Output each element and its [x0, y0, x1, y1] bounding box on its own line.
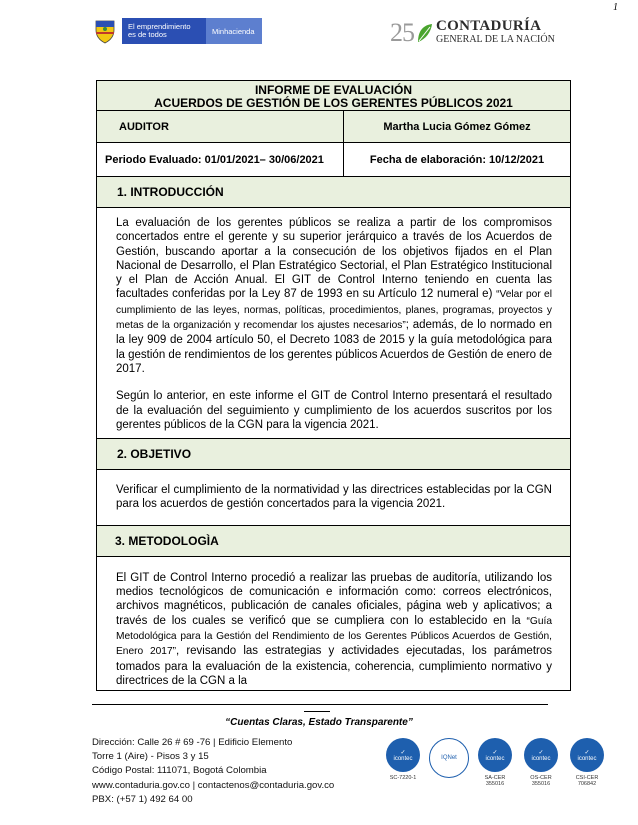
page-number: 1 — [613, 2, 618, 13]
footer-address — [92, 736, 334, 807]
methodology-paragraph — [116, 571, 552, 688]
cgn-logo-number: 25 — [390, 18, 414, 47]
section-title-objective: 2. OBJETIVO — [97, 439, 570, 470]
gov-logo-text: El emprendimiento es de todos — [122, 18, 206, 44]
coat-of-arms-icon — [92, 18, 118, 44]
certification-badge — [430, 738, 468, 798]
section-body-intro — [97, 208, 570, 439]
auditor-name: Martha Lucia Gómez Gómez — [383, 120, 531, 133]
iqnet-icon: IQNet — [429, 738, 469, 778]
objective-paragraph: Verificar el cumplimiento de la normatividad y las directrices establecidas por la CGN para los acuerdos de gestión concertados para la vigencia 2021. — [116, 484, 552, 511]
report-title-line2: ACUERDOS DE GESTIÓN DE LOS GERENTES PÚBLICOS 2021 — [154, 96, 513, 110]
cert-code: SC-7220-1 — [389, 775, 417, 781]
address-line-3: Código Postal: 111071, Bogotá Colombia — [92, 765, 267, 777]
auditor-row — [97, 111, 570, 143]
footer-slogan: “Cuentas Claras, Estado Transparente” — [225, 717, 413, 728]
address-line-2: Torre 1 (Aire) - Pisos 3 y 15 — [92, 751, 209, 763]
methodology-text-a: El GIT de Control Interno procedió a realizar las pruebas de auditoría, utilizando los medios tecnológicos de comunicación e información como: correos electrónicos, archivos magnéticos, publicación de canales oficiales, página web y aplicativos; a través de los cuales se verificó que se cumpliera con lo establecido en la — [116, 571, 552, 627]
section-title-methodology: 3. METODOLOGÌA — [97, 526, 570, 557]
address-line-4: www.contaduria.gov.co | contactenos@contaduria.gov.co — [92, 779, 335, 791]
icontec-icon: ✓ icontec — [386, 738, 420, 772]
intro-text-a: La evaluación de los gerentes públicos se realiza a partir de los compromisos concertados entre el gerente y su superior jerárquico a través de los Acuerdos de Gestión, buscando aportar a la consecución de los objetivos fijados en el Plan Nacional de Desarrollo, el Plan Estratégico Sectorial, el Plan Estratégico Institucional y el Plan de Acción Anual. El GIT de Control Interno teniendo en cuenta las facultades conferidas por la Ley 87 de 1993 en su Artículo 12 numeral e) — [116, 217, 552, 301]
cert-code: SA-CER 355016 — [484, 775, 506, 787]
footer-divider — [92, 704, 548, 705]
report-table — [96, 80, 571, 691]
certification-badge — [384, 738, 422, 798]
intro-quote: “Velar por el cumplimiento de las leyes, normas, políticas, procedimientos, planes, programas, proyectos y metas de la organización y recomendar los ajustes necesarios” — [116, 289, 552, 332]
certification-badge — [476, 738, 514, 798]
certification-badge — [568, 738, 606, 798]
cert-code: CSI-CER 706842 — [575, 775, 599, 787]
auditor-label: AUDITOR — [97, 111, 344, 142]
icontec-icon: ✓ icontec — [570, 738, 604, 772]
icontec-icon: ✓ icontec — [478, 738, 512, 772]
cgn-logo — [390, 18, 555, 48]
certification-badges — [384, 738, 606, 798]
methodology-quote: “Guía Metodológica para la Gestión del Rendimiento de los Gerentes Públicos Acuerdos de Gestión, Enero 2017” — [116, 615, 552, 658]
period-row — [97, 143, 570, 177]
report-title-line1: INFORME DE EVALUACIÓN — [254, 83, 413, 97]
intro-paragraph-1 — [116, 216, 552, 376]
gov-logo-ministry: Minhacienda — [206, 18, 262, 44]
cgn-logo-line2: GENERAL DE LA NACIÓN — [436, 34, 555, 45]
gov-logo — [92, 18, 262, 44]
report-title — [97, 81, 570, 111]
methodology-text-b: , revisando las estrategias y actividades ejecutadas, los parámetros tomados para la evaluación de la existencia, coherencia, cumplimiento normativo y directrices de la CGN a la — [116, 645, 552, 687]
section-body-methodology — [97, 557, 570, 691]
cgn-logo-line1: CONTADURÍA — [436, 18, 542, 34]
intro-text-b: ; además, de lo normado en la ley 909 de 2004 artículo 50, el Decreto 1083 de 2015 y la guía metodológica para la gestión de rendimientos de los gerentes públicos Acuerdos de Gestión de enero de 2017. — [116, 319, 553, 375]
address-line-5: PBX: (+57 1) 492 64 00 — [92, 793, 193, 805]
section-title-intro: 1. INTRODUCCIÓN — [97, 177, 570, 208]
cert-code: OS-CER 355016 — [530, 775, 552, 787]
elaboration-date: Fecha de elaboración: 10/12/2021 — [369, 153, 545, 166]
icontec-icon: ✓ icontec — [524, 738, 558, 772]
footer-short-divider — [304, 711, 330, 712]
address-line-1: Dirección: Calle 26 # 69 -76 | Edificio Elemento — [92, 737, 293, 748]
certification-badge — [522, 738, 560, 798]
evaluation-period: Periodo Evaluado: 01/01/2021– 30/06/2021 — [97, 143, 344, 176]
section-body-objective — [97, 470, 570, 526]
leaf-icon — [416, 22, 434, 44]
intro-paragraph-2: Según lo anterior, en este informe el GIT de Control Interno presentará el resultado de la evaluación del seguimiento y cumplimiento de los acuerdos suscritos por los gerentes públicos de la CGN para la vigencia 2021. — [116, 390, 552, 431]
